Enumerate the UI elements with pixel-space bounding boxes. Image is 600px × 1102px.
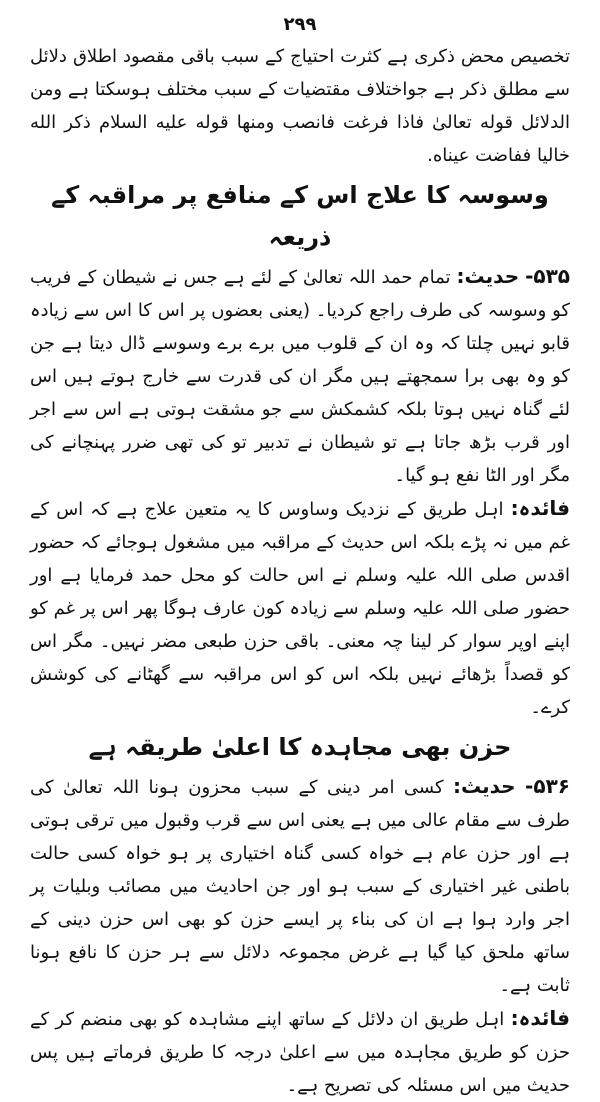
benefit-paragraph-2 [30,1002,570,1102]
benefit-label: فائدہ: [510,1006,570,1030]
hadith-535-paragraph [30,260,570,492]
hadith-label: حدیث: [452,774,516,798]
benefit-label: فائدہ: [510,496,570,520]
section-heading-huzn: حزن بھی مجاہدہ کا اعلیٰ طریقہ ہے [88,733,512,761]
intro-paragraph: تخصیص محض ذکری ہے کثرت احتیاج کے سبب باقی مقصود اطلاق دلائل سے مطلق ذکر ہے جواختلاف مقتضیات کے سبب مختلف ہوسکتا ہے ومن الدلائل قوله تعالىٰ فاذا فرغت فانصب ومنها قوله عليه السلام ذكر الله خاليا ففاضت عيناه. [30,46,570,166]
hadith-number: ۵۳۶- [525,774,570,798]
benefit-paragraph-1 [30,492,570,724]
hadith-536-paragraph [30,770,570,1002]
hadith-number: ۵۳۵- [525,264,570,288]
hadith-text: تمام حمد اللہ تعالیٰ کے لئے ہے جس نے شیطان کے فریب کو وسوسہ کی طرف راجع کردیا۔ (یعنی بعضوں پر اس کا اس سے زیادہ قابو نہیں چلتا کہ وہ ان کے قلوب میں برے برے وسوسے ڈال دیتا ہے جن کو وہ بھی برا سمجھتے ہیں مگر ان کی قدرت سے خارج ہوتے ہیں اس لئے گناہ نہیں ہوتا بلکہ کشمکش سے جو مشقت ہوتی ہے اس سے اجر اور قرب بڑھ جاتا ہے تو شیطان نے تدبیر تو کی تھی ضرر پہنچانے کی مگر اور الٹا نفع ہو گیا۔ [30,267,570,486]
hadith-text: کسی امر دینی کے سبب محزون ہونا اللہ تعالیٰ کی طرف سے مقام عالی میں ہے یعنی اس سے قرب وقبول میں ترقی ہوتی ہے اور حزن عام ہے خواہ کسی گناہ اختیاری پر ہو خواہ کسی حالت باطنی غیر اختیاری کے سبب ہو اور جن احادیث میں مصائب وبلیات پر اجر وارد ہوا ہے ان کی بناء پر ایسے حزن کو بھی اس حزن دینی کے ساتھ ملحق کیا گیا ہے غرض مجموعہ دلائل سے ہر حزن کا نافع ہونا ثابت ہے۔ [30,777,570,996]
page-number: ٢٩٩ [283,14,317,35]
section-heading-waswasa: وسوسہ کا علاج اس کے منافع پر مراقبہ کے ذریعہ [51,181,549,251]
benefit-text: اہل طریق ان دلائل کے ساتھ اپنے مشاہدہ کو بھی منضم کر کے حزن کو طریق مجاہدہ میں سے اعلیٰ درجہ کا طریق فرماتے ہیں پس حدیث میں اس مسئلہ کی تصریح ہے۔ [30,1009,570,1096]
hadith-label: حدیث: [456,264,520,288]
benefit-text: اہل طریق کے نزدیک وساوس کا یہ متعین علاج ہے کہ اس کے غم میں نہ پڑے بلکہ اس حدیث کے مراقبہ میں مشغول ہوجائے کہ حضور اقدس صلی اللہ علیہ وسلم نے اس حالت کو محل حمد فرمایا ہے اور حضور صلی اللہ علیہ وسلم سے زیادہ کون عارف ہوگا پھر اس پر غم کو اپنے اوپر سوار کر لینا چہ معنی۔ باقی حزن طبعی مضر نہیں۔ مگر اس کو قصداً بڑھائے نہیں بلکہ اس کو اس مراقبہ سے گھٹانے کی کوشش کرے۔ [30,499,570,718]
